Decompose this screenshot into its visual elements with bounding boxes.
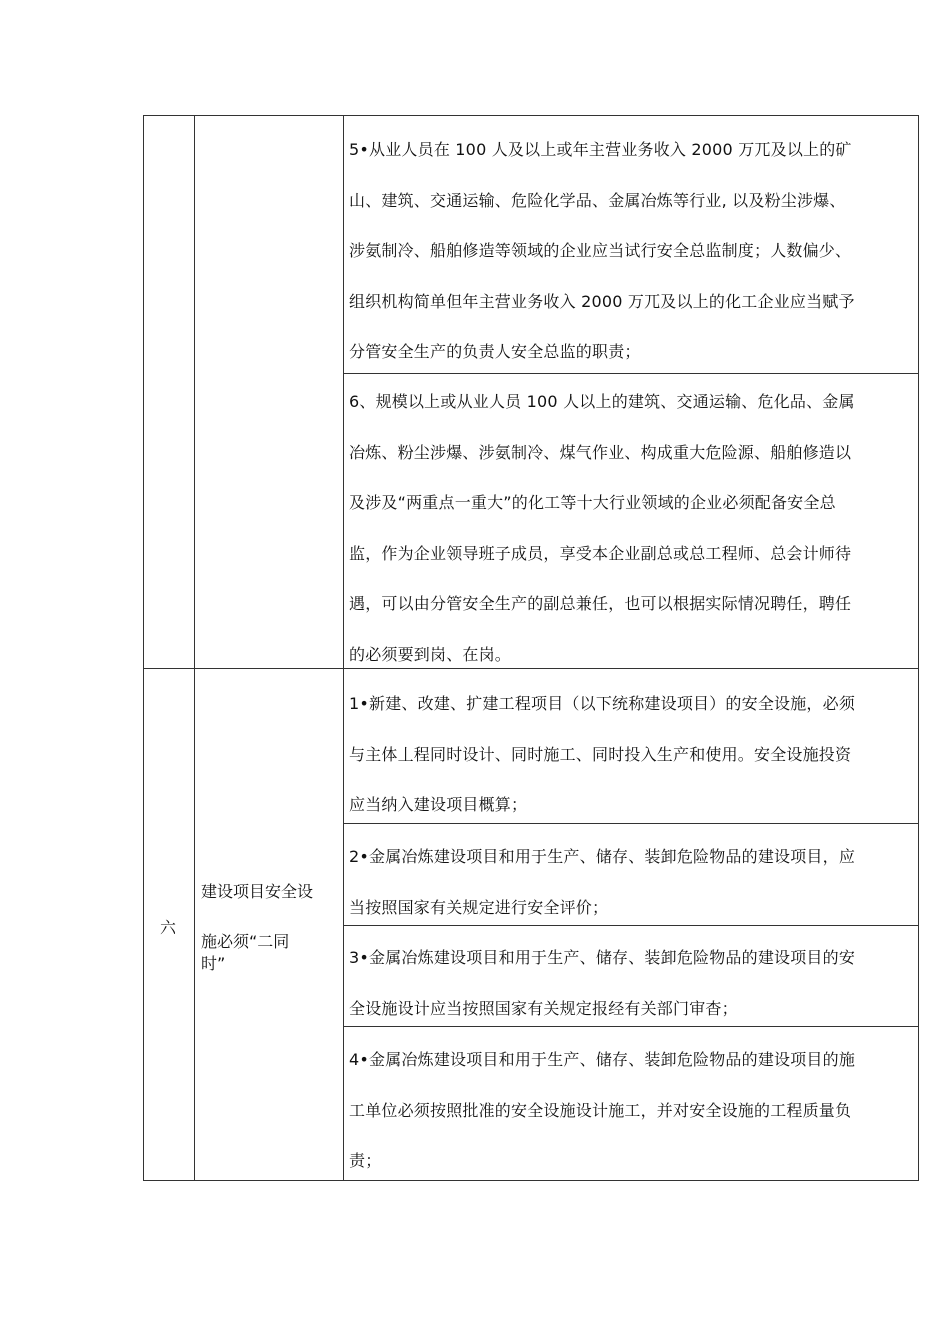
text-line: 3•金属冶炼建设项目和用于生产、储存、装卸危险物品的建设项目的安 xyxy=(349,948,856,967)
text-line: 遇，可以由分管安全生产的副总兼任，也可以根据实际情况聘任，聘任 xyxy=(349,594,852,613)
text-line: 6、规模以上或从业人员 100 人以上的建筑、交通运输、危化品、金属 xyxy=(349,392,855,411)
text-line: 及涉及“两重点一重大”的化工等十大行业领域的企业必须配备安全总 xyxy=(349,493,836,512)
table-divider-number xyxy=(194,115,195,1181)
requirements-table xyxy=(143,115,919,1181)
text-line: 1•新建、改建、扩建工程项目（以下统称建设项目）的安全设施，必须 xyxy=(349,694,856,713)
row-label xyxy=(201,881,313,975)
table-border-right xyxy=(918,115,919,1181)
row-number: 六 xyxy=(160,918,177,937)
text-line: 涉氨制冷、船舶修造等领域的企业应当试行安全总监制度；人数偏少、 xyxy=(349,241,852,260)
text-line: 监，作为企业领导班子成员，享受本企业副总或总工程师、总会计师待 xyxy=(349,543,852,563)
text-line: 冶炼、粉尘涉爆、涉氨制冷、煤气作业、构成重大危险源、船舶修造以 xyxy=(349,442,852,462)
text-line: 5•从业人员在 100 人及以上或年主营业务收入 2000 万兀及以上的矿 xyxy=(349,140,852,159)
requirement-item xyxy=(349,1035,855,1187)
text-line: 山、建筑、交通运输、危险化学品、金属冶炼等行业, 以及粉尘涉爆、 xyxy=(349,190,846,210)
table-border-left xyxy=(143,115,144,1181)
requirement-item xyxy=(349,377,855,680)
text-line: 2•金属冶炼建设项目和用于生产、储存、装卸危险物品的建设项目，应 xyxy=(349,847,856,866)
row-label-line: 建设项目安全设 xyxy=(201,882,314,901)
text-line: 4•金属冶炼建设项目和用于生产、储存、装卸危险物品的建设项目的施 xyxy=(349,1050,856,1069)
text-line: 责； xyxy=(349,1151,382,1170)
requirement-item xyxy=(349,832,855,933)
text-line: 当按照国家有关规定进行安全评价； xyxy=(349,897,609,917)
row-label-line: 时” xyxy=(201,954,226,973)
text-line: 应当纳入建设项目概算； xyxy=(349,795,528,814)
text-line: 的必须要到岗、在岗。 xyxy=(349,644,512,664)
text-line: 组织机构简单但年主营业务收入 2000 万兀及以上的化工企业应当赋予 xyxy=(349,291,855,311)
table-divider-label xyxy=(343,115,344,1181)
text-line: 工单位必须按照批准的安全设施设计施工，并对安全设施的工程质量负 xyxy=(349,1100,852,1120)
row-label-line: 施必须“二同 xyxy=(201,932,290,951)
requirement-item xyxy=(349,679,855,831)
text-line: 与主体丄程同时设计、同时施工、同时投入生产和使用。安全设施投资 xyxy=(349,744,852,764)
text-line: 全设施设计应当按照国家有关规定报经有关部门审杳； xyxy=(349,998,738,1018)
table-border-top xyxy=(143,115,919,116)
requirement-item xyxy=(349,933,855,1034)
text-line: 分管安全生产的负责人安全总监的职责； xyxy=(349,342,641,361)
requirement-item xyxy=(349,125,855,378)
